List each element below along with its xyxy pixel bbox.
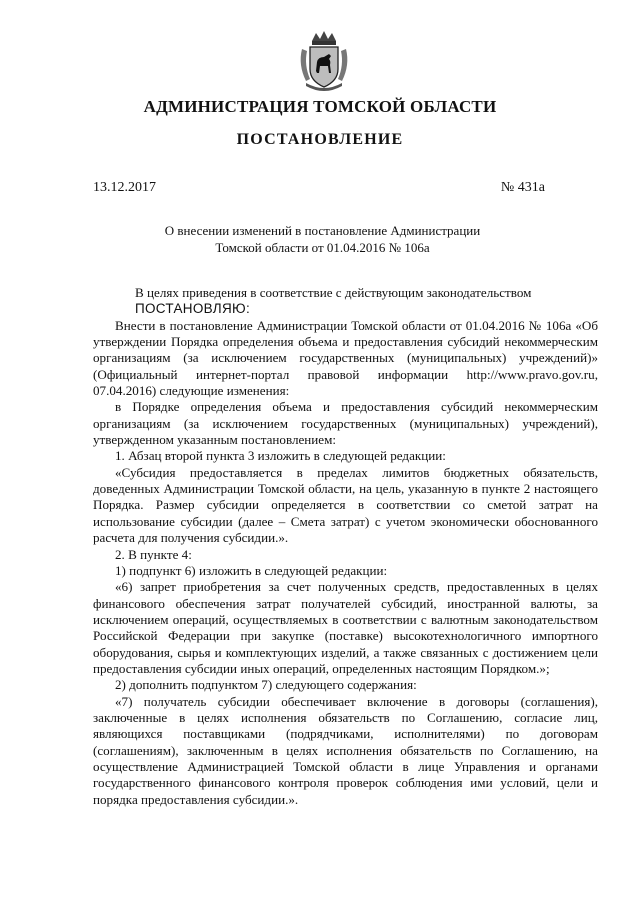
subject-line: Томской области от 01.04.2016 № 106а — [215, 240, 430, 255]
subject-line: О внесении изменений в постановление Администрации — [164, 223, 481, 238]
body-paragraph: в Порядке определения объема и предоставления субсидий некоммерческим организациям (за исключением государственных (муниципальных) учреждений), утвержденном указанным постановлением: — [93, 399, 598, 448]
organization-title: АДМИНИСТРАЦИЯ ТОМСКОЙ ОБЛАСТИ — [143, 97, 497, 116]
body-paragraph: 2) дополнить подпунктом 7) следующего содержания: — [115, 677, 417, 693]
body-paragraph: Внести в постановление Администрации Томской области от 01.04.2016 № 106а «Об утверждении Порядка определения объема и предоставления субсидий некоммерческим организациям (за исключением государственных (муниципальных) учреждений)» (Официальный интернет-портал правовой информации http://www.pravo.gov.ru, 07.04.2016) следующие изменения: — [93, 317, 598, 399]
body-paragraph: В целях приведения в соответствие с действующим законодательством — [135, 285, 532, 300]
document-body — [93, 285, 598, 808]
decree-word: ПОСТАНОВЛЯЮ: — [135, 301, 251, 317]
document-type: ПОСТАНОВЛЕНИЕ — [236, 131, 404, 148]
document-subject — [150, 222, 495, 256]
body-paragraph: 1) подпункт 6) изложить в следующей редакции: — [115, 562, 388, 578]
body-paragraph: «6) запрет приобретения за счет полученных средств, предоставленных в целях финансового обеспечения затрат получателей субсидий, иностранной валюты, за исключением операций, осуществляемых в соответствии с валютным законодательством Российской Федерации при закупке (поставке) высокотехнологичного импортного оборудования, сырья и комплектующих изделий, а также связанных с достижением цели предоставления субсидии иных операций, определенных настоящим Порядком.»; — [93, 579, 598, 676]
body-paragraph: «7) получатель субсидии обеспечивает включение в договоры (соглашения), заключенные в целях исполнения обязательств по Соглашению, согласие лиц, являющихся поставщиками (подрядчиками, исполнителями) по договорам (соглашениям), заключенным в целях исполнения обязательств по Соглашению, на осуществление Администрацией Томской области в лице Управления и органами государственного финансового контроля проверок соблюдения ими условий, цели и порядка предоставления субсидии.». — [93, 693, 598, 807]
coat-of-arms-icon — [298, 31, 350, 93]
body-paragraph: 2. В пункте 4: — [115, 546, 192, 562]
document-date: 13.12.2017 — [93, 180, 156, 195]
body-paragraph: «Субсидия предоставляется в пределах лимитов бюджетных обязательств, доведенных Администрации Томской области, на цель, указанную в пункте 2 настоящего Порядка. Размер субсидии определяется в соответствии со сметой затрат на использование субсидии (далее – Смета затрат) с учетом экономически обоснованного расчета для получения субсидии.». — [93, 464, 598, 546]
document-number: № 431а — [500, 180, 545, 195]
body-paragraph: 1. Абзац второй пункта 3 изложить в следующей редакции: — [115, 448, 446, 464]
